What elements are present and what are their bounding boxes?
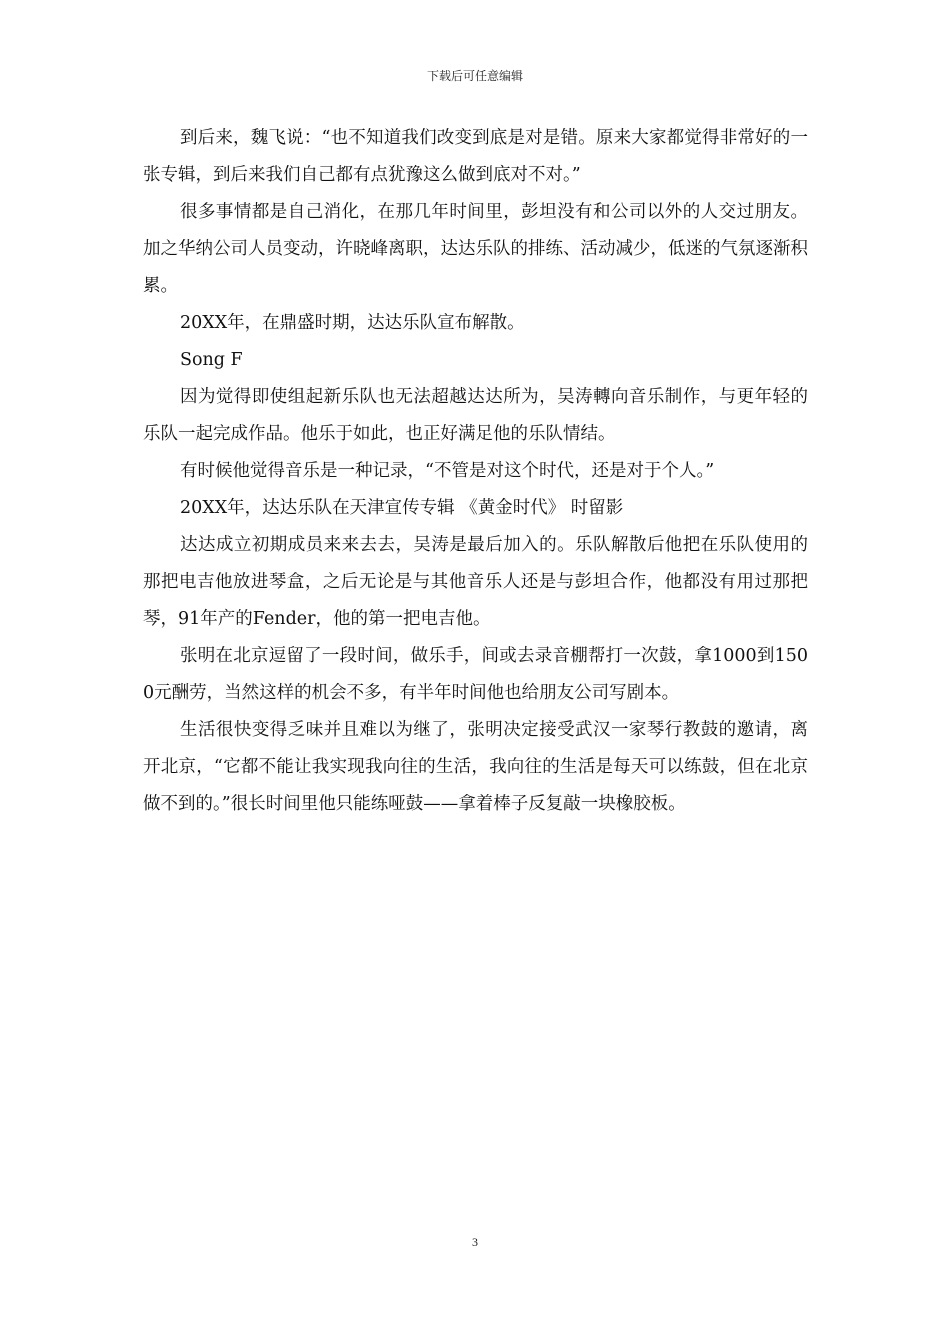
paragraph: 张明在北京逗留了一段时间，做乐手，间或去录音棚帮打一次鼓，拿1000到1500元酬劳，当然这样的机会不多，有半年时间他也给朋友公司写剧本。 <box>143 646 808 703</box>
paragraph: 到后来，魏飞说：“也不知道我们改变到底是对是错。原来大家都觉得非常好的一张专辑，到后来我们自己都有点犹豫这么做到底对不对。” <box>143 128 808 185</box>
section-heading: Song F <box>180 350 243 370</box>
paragraph: 达达成立初期成员来来去去，吴涛是最后加入的。乐队解散后他把在乐队使用的那把电吉他放进琴盒，之后无论是与其他音乐人还是与彭坦合作，他都没有用过那把琴，91年产的Fender，他的第一把电吉他。 <box>143 535 808 629</box>
page-number: 3 <box>472 1235 478 1249</box>
document-body <box>143 120 808 823</box>
page-header: 下载后可任意编辑 <box>426 69 523 83</box>
paragraph: 20XX年，在鼎盛时期，达达乐队宣布解散。 <box>180 313 525 333</box>
paragraph: 生活很快变得乏味并且难以为继了，张明决定接受武汉一家琴行教鼓的邀请，离开北京，“它都不能让我实现我向往的生活，我向往的生活是每天可以练鼓，但在北京做不到的。”很长时间里他只能练哑鼓——拿着棒子反复敲一块橡胶板。 <box>143 720 808 814</box>
paragraph: 很多事情都是自己消化，在那几年时间里，彭坦没有和公司以外的人交过朋友。加之华纳公司人员变动，许晓峰离职，达达乐队的排练、活动减少，低迷的气氛逐渐积累。 <box>143 202 808 296</box>
paragraph: 有时候他觉得音乐是一种记录，“不管是对这个时代，还是对于个人。” <box>180 461 715 481</box>
paragraph: 因为觉得即使组起新乐队也无法超越达达所为，吴涛轉向音乐制作，与更年轻的乐队一起完成作品。他乐于如此，也正好满足他的乐队情结。 <box>143 387 808 444</box>
photo-caption: 20XX年，达达乐队在天津宣传专辑 《黄金时代》 时留影 <box>180 498 624 518</box>
